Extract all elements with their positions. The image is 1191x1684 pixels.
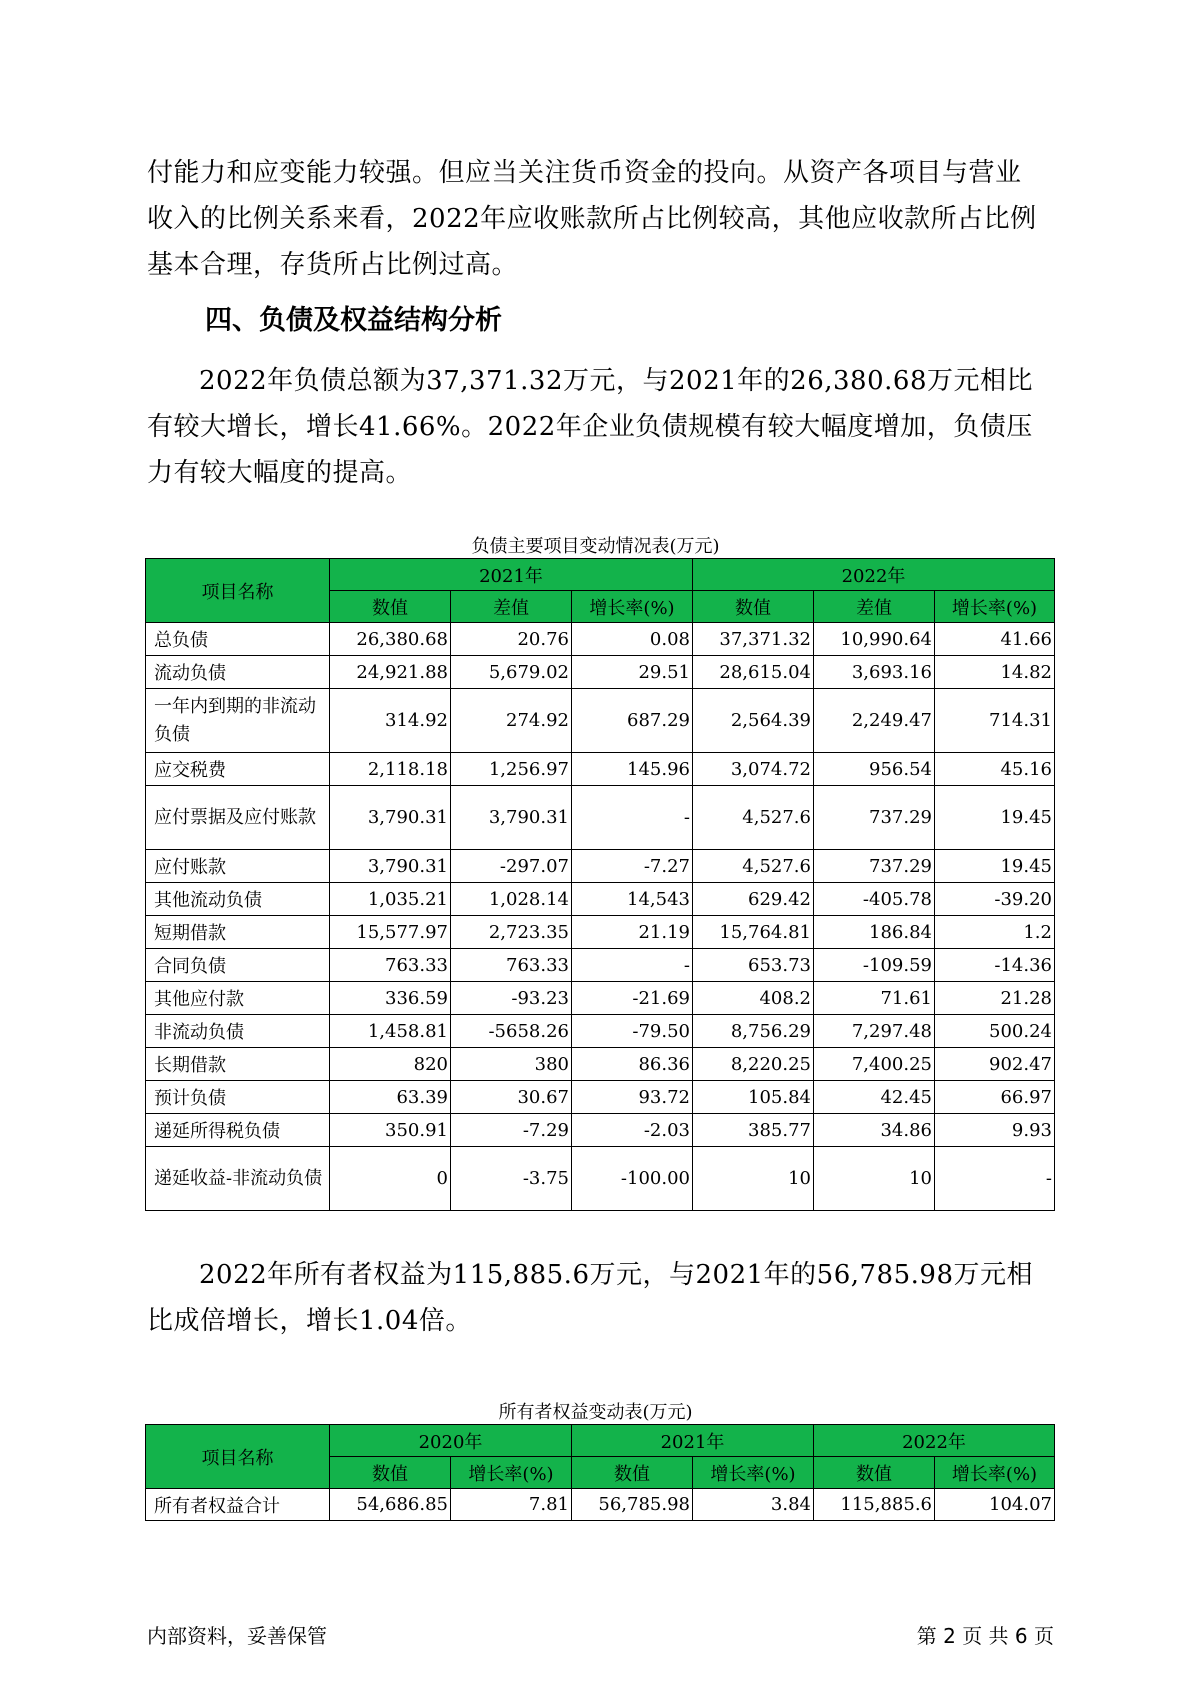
table-row bbox=[146, 1489, 1055, 1521]
table-cell: 63.39 bbox=[330, 1081, 451, 1114]
table-cell: 5,679.02 bbox=[451, 656, 572, 689]
table-cell: -79.50 bbox=[572, 1015, 693, 1048]
year-header: 2021年 bbox=[330, 559, 693, 591]
table-cell: 336.59 bbox=[330, 982, 451, 1015]
value-header: 数值 bbox=[814, 1457, 935, 1489]
table-cell: 56,785.98 bbox=[572, 1489, 693, 1521]
row-label: 一年内到期的非流动负债 bbox=[146, 689, 330, 753]
value-header: 数值 bbox=[330, 591, 451, 623]
difference-header: 差值 bbox=[814, 591, 935, 623]
table-cell: 500.24 bbox=[935, 1015, 1055, 1048]
row-label: 短期借款 bbox=[146, 916, 330, 949]
table-cell: 4,527.6 bbox=[693, 850, 814, 883]
table-cell: 3,790.31 bbox=[330, 786, 451, 850]
table-cell: 145.96 bbox=[572, 753, 693, 786]
row-label: 总负债 bbox=[146, 623, 330, 656]
table-cell: 105.84 bbox=[693, 1081, 814, 1114]
table-cell: -2.03 bbox=[572, 1114, 693, 1147]
growth-rate-header: 增长率(%) bbox=[935, 1457, 1055, 1489]
table-cell: 956.54 bbox=[814, 753, 935, 786]
intro-paragraph: 付能力和应变能力较强。但应当关注货币资金的投向。从资产各项目与营业收入的比例关系来看，2022年应收账款所占比例较高，其他应收款所占比例基本合理，存货所占比例过高。 bbox=[147, 158, 1037, 280]
table-row bbox=[146, 949, 1055, 982]
table-cell: 820 bbox=[330, 1048, 451, 1081]
table-cell: 0.08 bbox=[572, 623, 693, 656]
row-label: 应付账款 bbox=[146, 850, 330, 883]
table-cell: -109.59 bbox=[814, 949, 935, 982]
table-cell: 1,256.97 bbox=[451, 753, 572, 786]
table-cell: 14,543 bbox=[572, 883, 693, 916]
value-header: 数值 bbox=[572, 1457, 693, 1489]
table-cell: 385.77 bbox=[693, 1114, 814, 1147]
value-header: 数值 bbox=[693, 591, 814, 623]
table-cell: - bbox=[935, 1147, 1055, 1211]
table-row bbox=[146, 689, 1055, 753]
value-header: 数值 bbox=[330, 1457, 451, 1489]
table-cell: 3,693.16 bbox=[814, 656, 935, 689]
table-row bbox=[146, 1048, 1055, 1081]
section-heading: 四、负债及权益结构分析 bbox=[205, 305, 502, 336]
row-label: 应交税费 bbox=[146, 753, 330, 786]
table-row bbox=[146, 1147, 1055, 1211]
table-cell: 3.84 bbox=[693, 1489, 814, 1521]
row-label: 其他流动负债 bbox=[146, 883, 330, 916]
table-row bbox=[146, 916, 1055, 949]
table-cell: 34.86 bbox=[814, 1114, 935, 1147]
growth-rate-header: 增长率(%) bbox=[451, 1457, 572, 1489]
table-row bbox=[146, 786, 1055, 850]
table-cell: -93.23 bbox=[451, 982, 572, 1015]
table-cell: 3,074.72 bbox=[693, 753, 814, 786]
table-cell: 653.73 bbox=[693, 949, 814, 982]
table-cell: -21.69 bbox=[572, 982, 693, 1015]
table-cell: 14.82 bbox=[935, 656, 1055, 689]
table-row bbox=[146, 753, 1055, 786]
table-cell: 54,686.85 bbox=[330, 1489, 451, 1521]
table-cell: 714.31 bbox=[935, 689, 1055, 753]
table-cell: 15,577.97 bbox=[330, 916, 451, 949]
table-row bbox=[146, 850, 1055, 883]
table-cell: 7,297.48 bbox=[814, 1015, 935, 1048]
table-cell: - bbox=[572, 786, 693, 850]
table-cell: 737.29 bbox=[814, 850, 935, 883]
table-cell: 15,764.81 bbox=[693, 916, 814, 949]
table-cell: 37,371.32 bbox=[693, 623, 814, 656]
table-row bbox=[146, 623, 1055, 656]
item-name-header: 项目名称 bbox=[146, 1425, 330, 1489]
item-name-header: 项目名称 bbox=[146, 559, 330, 623]
table-cell: -3.75 bbox=[451, 1147, 572, 1211]
table-cell: 2,118.18 bbox=[330, 753, 451, 786]
table-cell: 10,990.64 bbox=[814, 623, 935, 656]
table-cell: 629.42 bbox=[693, 883, 814, 916]
table-row bbox=[146, 1015, 1055, 1048]
table-cell: 2,723.35 bbox=[451, 916, 572, 949]
table-cell: 8,756.29 bbox=[693, 1015, 814, 1048]
table-cell: 1,035.21 bbox=[330, 883, 451, 916]
table-cell: 1.2 bbox=[935, 916, 1055, 949]
row-label: 预计负债 bbox=[146, 1081, 330, 1114]
table-cell: -405.78 bbox=[814, 883, 935, 916]
table-row bbox=[146, 982, 1055, 1015]
table-cell: 104.07 bbox=[935, 1489, 1055, 1521]
equity-table-caption: 所有者权益变动表(万元) bbox=[498, 1402, 693, 1423]
row-label: 流动负债 bbox=[146, 656, 330, 689]
table-row bbox=[146, 656, 1055, 689]
table-cell: 45.16 bbox=[935, 753, 1055, 786]
table-cell: 186.84 bbox=[814, 916, 935, 949]
year-header: 2021年 bbox=[572, 1425, 814, 1457]
growth-rate-header: 增长率(%) bbox=[935, 591, 1055, 623]
table-cell: 41.66 bbox=[935, 623, 1055, 656]
table-cell: -14.36 bbox=[935, 949, 1055, 982]
row-label: 合同负债 bbox=[146, 949, 330, 982]
footer-confidential-note: 内部资料，妥善保管 bbox=[147, 1624, 327, 1648]
row-label: 递延收益-非流动负债 bbox=[146, 1147, 330, 1211]
growth-rate-header: 增长率(%) bbox=[693, 1457, 814, 1489]
equity-summary-paragraph: 2022年所有者权益为115,885.6万元，与2021年的56,785.98万元相比成倍增长，增长1.04倍。 bbox=[147, 1260, 1033, 1336]
table-cell: 9.93 bbox=[935, 1114, 1055, 1147]
table-cell: 115,885.6 bbox=[814, 1489, 935, 1521]
table-cell: 10 bbox=[693, 1147, 814, 1211]
table-cell: 29.51 bbox=[572, 656, 693, 689]
table-cell: 2,564.39 bbox=[693, 689, 814, 753]
table-cell: 10 bbox=[814, 1147, 935, 1211]
difference-header: 差值 bbox=[451, 591, 572, 623]
liability-table-caption: 负债主要项目变动情况表(万元) bbox=[471, 536, 720, 557]
table-cell: 19.45 bbox=[935, 786, 1055, 850]
table-cell: 30.67 bbox=[451, 1081, 572, 1114]
table-cell: 380 bbox=[451, 1048, 572, 1081]
table-cell: 7,400.25 bbox=[814, 1048, 935, 1081]
table-cell: 350.91 bbox=[330, 1114, 451, 1147]
table-cell: 4,527.6 bbox=[693, 786, 814, 850]
row-label: 应付票据及应付账款 bbox=[146, 786, 330, 850]
table-cell: 7.81 bbox=[451, 1489, 572, 1521]
table-cell: 21.28 bbox=[935, 982, 1055, 1015]
table-cell: 3,790.31 bbox=[451, 786, 572, 850]
growth-rate-header: 增长率(%) bbox=[572, 591, 693, 623]
year-header: 2022年 bbox=[693, 559, 1055, 591]
year-header: 2020年 bbox=[330, 1425, 572, 1457]
table-cell: -7.29 bbox=[451, 1114, 572, 1147]
table-cell: 21.19 bbox=[572, 916, 693, 949]
table-cell: 1,028.14 bbox=[451, 883, 572, 916]
liability-table bbox=[145, 558, 1055, 1211]
table-cell: 763.33 bbox=[330, 949, 451, 982]
year-header: 2022年 bbox=[814, 1425, 1055, 1457]
table-cell: 763.33 bbox=[451, 949, 572, 982]
row-label: 所有者权益合计 bbox=[146, 1489, 330, 1521]
table-row bbox=[146, 883, 1055, 916]
table-cell: 19.45 bbox=[935, 850, 1055, 883]
table-cell: 1,458.81 bbox=[330, 1015, 451, 1048]
table-cell: 66.97 bbox=[935, 1081, 1055, 1114]
table-cell: 687.29 bbox=[572, 689, 693, 753]
equity-table bbox=[145, 1424, 1055, 1521]
table-cell: 8,220.25 bbox=[693, 1048, 814, 1081]
table-row bbox=[146, 1114, 1055, 1147]
table-cell: 408.2 bbox=[693, 982, 814, 1015]
table-cell: -297.07 bbox=[451, 850, 572, 883]
table-cell: 93.72 bbox=[572, 1081, 693, 1114]
table-cell: 20.76 bbox=[451, 623, 572, 656]
table-cell: 28,615.04 bbox=[693, 656, 814, 689]
table-cell: 86.36 bbox=[572, 1048, 693, 1081]
table-cell: 3,790.31 bbox=[330, 850, 451, 883]
table-cell: - bbox=[572, 949, 693, 982]
table-cell: -39.20 bbox=[935, 883, 1055, 916]
footer-page-number: 第 2 页 共 6 页 bbox=[916, 1624, 1054, 1648]
table-cell: 42.45 bbox=[814, 1081, 935, 1114]
table-cell: 737.29 bbox=[814, 786, 935, 850]
table-cell: 26,380.68 bbox=[330, 623, 451, 656]
table-row bbox=[146, 1081, 1055, 1114]
table-cell: 24,921.88 bbox=[330, 656, 451, 689]
row-label: 其他应付款 bbox=[146, 982, 330, 1015]
table-cell: 274.92 bbox=[451, 689, 572, 753]
table-cell: -5658.26 bbox=[451, 1015, 572, 1048]
table-cell: 314.92 bbox=[330, 689, 451, 753]
table-cell: -7.27 bbox=[572, 850, 693, 883]
liability-summary-paragraph: 2022年负债总额为37,371.32万元，与2021年的26,380.68万元相比有较大增长，增长41.66%。2022年企业负债规模有较大幅度增加，负债压力有较大幅度的提高。 bbox=[147, 366, 1033, 488]
table-cell: 71.61 bbox=[814, 982, 935, 1015]
table-cell: 902.47 bbox=[935, 1048, 1055, 1081]
row-label: 长期借款 bbox=[146, 1048, 330, 1081]
table-cell: -100.00 bbox=[572, 1147, 693, 1211]
row-label: 非流动负债 bbox=[146, 1015, 330, 1048]
row-label: 递延所得税负债 bbox=[146, 1114, 330, 1147]
table-cell: 0 bbox=[330, 1147, 451, 1211]
table-cell: 2,249.47 bbox=[814, 689, 935, 753]
